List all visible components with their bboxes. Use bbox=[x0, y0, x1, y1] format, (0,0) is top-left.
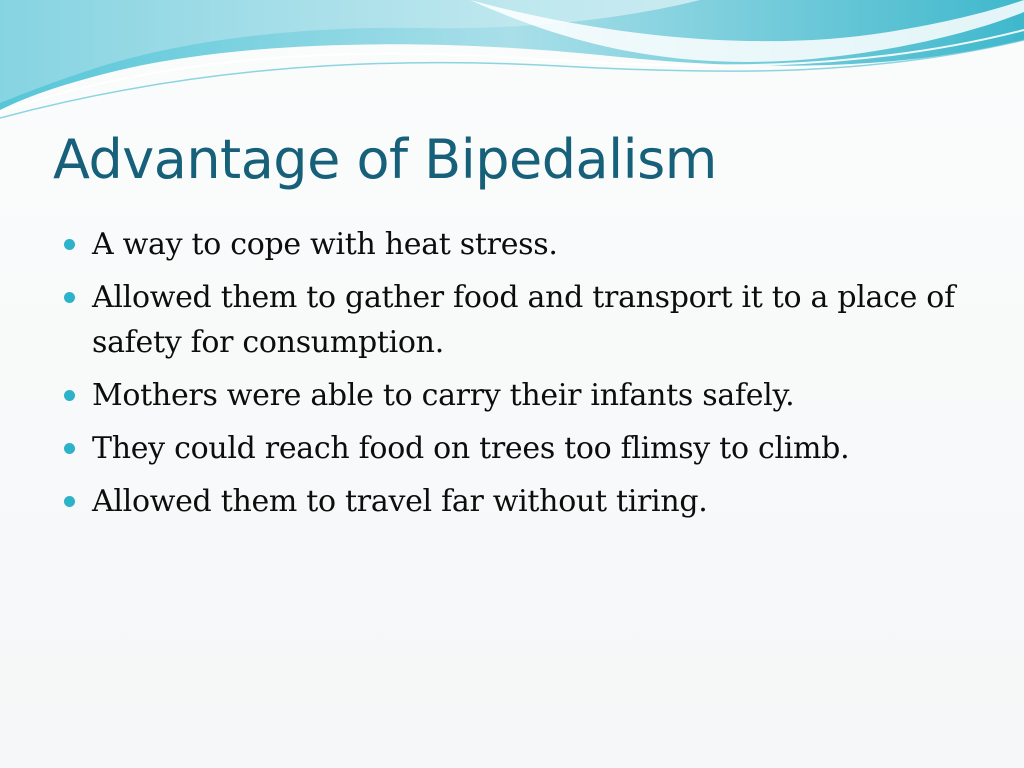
bullet-dot-icon bbox=[64, 239, 75, 250]
bullet-dot-icon bbox=[64, 292, 75, 303]
bullet-text: Mothers were able to carry their infants safely. bbox=[92, 378, 795, 413]
bullet-item bbox=[62, 426, 982, 471]
bullet-text: Allowed them to gather food and transport it to a place of safety for consumption. bbox=[92, 280, 955, 360]
bullet-item bbox=[62, 222, 982, 267]
bullet-dot-icon bbox=[64, 443, 75, 454]
bullet-dot-icon bbox=[64, 496, 75, 507]
bullet-text: Allowed them to travel far without tiring. bbox=[92, 484, 708, 519]
bullet-list bbox=[62, 222, 982, 532]
bullet-text: They could reach food on trees too flimsy to climb. bbox=[92, 431, 850, 466]
header-wave-decoration bbox=[0, 0, 1024, 130]
bullet-text: A way to cope with heat stress. bbox=[92, 227, 558, 262]
bullet-item bbox=[62, 479, 982, 524]
bullet-dot-icon bbox=[64, 390, 75, 401]
bullet-item bbox=[62, 373, 982, 418]
bullet-item bbox=[62, 275, 982, 365]
slide-title: Advantage of Bipedalism bbox=[53, 128, 717, 191]
